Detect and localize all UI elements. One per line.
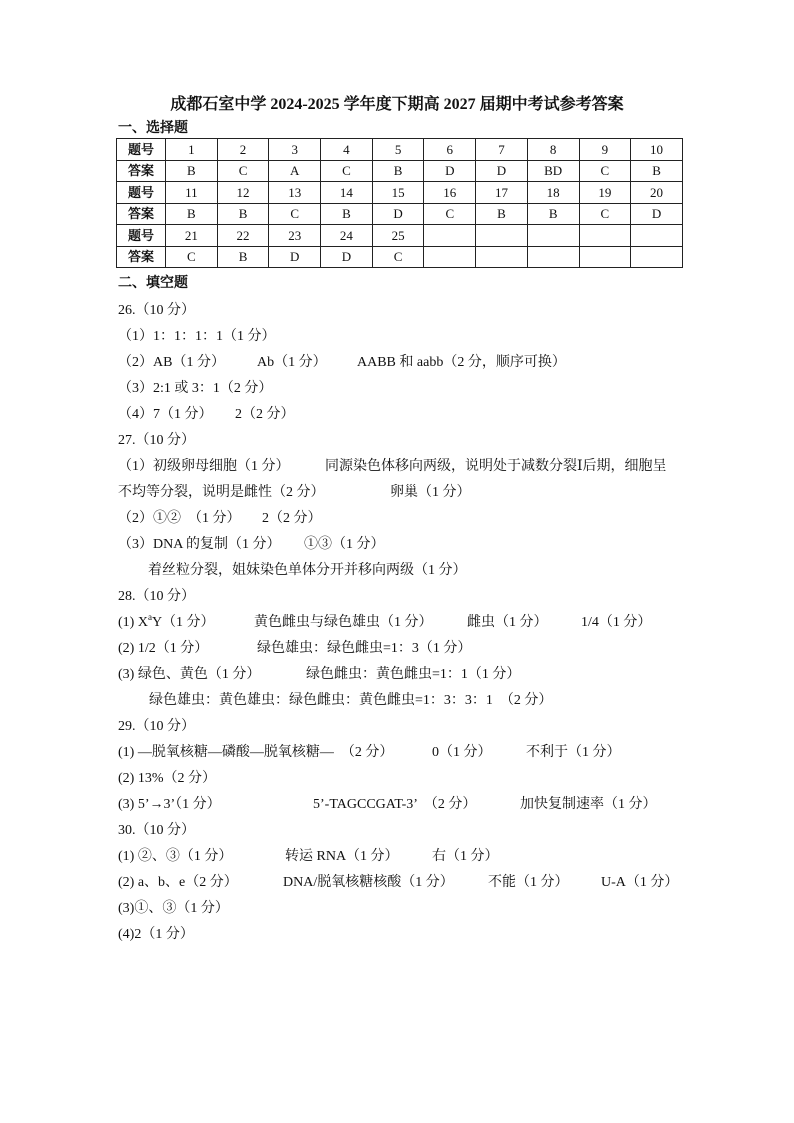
cell-value: 21 — [166, 225, 218, 247]
cell-value: B — [217, 246, 269, 268]
answer-line — [0, 766, 794, 792]
answer-line — [0, 844, 794, 870]
answer-line — [0, 376, 794, 402]
cell-value: BD — [527, 160, 579, 182]
cell-label: 答案 — [117, 160, 166, 182]
choice-answer-table — [116, 138, 683, 268]
answer-segment: (3) 绿色、黄色（1 分） — [118, 667, 261, 682]
cell-value: 23 — [269, 225, 321, 247]
answer-segment: 2（2 分） — [262, 511, 322, 526]
answer-segment: 卵巢（1 分） — [390, 485, 471, 500]
cell-empty — [631, 246, 683, 268]
answer-line — [0, 402, 794, 428]
question-number: 29.（10 分） — [118, 719, 195, 734]
table-row — [117, 246, 683, 268]
answer-line — [0, 558, 794, 584]
cell-empty — [579, 246, 631, 268]
answer-line — [0, 532, 794, 558]
question-30-header — [0, 818, 794, 844]
cell-empty — [527, 225, 579, 247]
cell-value: 18 — [527, 182, 579, 204]
question-26-header — [0, 298, 794, 324]
cell-empty — [476, 246, 528, 268]
answer-line — [0, 662, 794, 688]
answer-segment: 雌虫（1 分） — [467, 615, 548, 630]
answer-line — [0, 324, 794, 350]
answer-segment: 1/4（1 分） — [581, 615, 652, 630]
cell-value: C — [372, 246, 424, 268]
answer-line — [0, 480, 794, 506]
answer-segment-genotype — [118, 610, 215, 636]
cell-value: 6 — [424, 139, 476, 161]
cell-label: 答案 — [117, 203, 166, 225]
answer-line — [0, 636, 794, 662]
cell-empty — [424, 225, 476, 247]
cell-label: 答案 — [117, 246, 166, 268]
answer-segment: 不均等分裂，说明是雌性（2 分） — [118, 485, 325, 500]
answer-segment: 加快复制速率（1 分） — [520, 797, 657, 812]
cell-value: 16 — [424, 182, 476, 204]
cell-value: D — [321, 246, 373, 268]
answer-segment: （4）7（1 分） — [118, 407, 213, 422]
cell-value: B — [631, 160, 683, 182]
answer-segment: 绿色雄虫：黄色雄虫：绿色雌虫：黄色雌虫=1：3：3：1 （2 分） — [149, 693, 553, 708]
question-number: 30.（10 分） — [118, 823, 195, 838]
cell-value: C — [217, 160, 269, 182]
section-heading-choice: 一、选择题 — [118, 121, 188, 136]
genotype-base: (1) X — [118, 615, 148, 630]
cell-value: 7 — [476, 139, 528, 161]
cell-value: 14 — [321, 182, 373, 204]
answer-segment: (2) 13%（2 分） — [118, 771, 216, 786]
cell-label: 题号 — [117, 139, 166, 161]
answer-segment: （2）①② （1 分） — [118, 511, 241, 526]
cell-value: B — [372, 160, 424, 182]
cell-value: D — [631, 203, 683, 225]
cell-value: 13 — [269, 182, 321, 204]
cell-label: 题号 — [117, 182, 166, 204]
answer-segment: DNA/脱氧核糖核酸（1 分） — [283, 875, 454, 890]
answer-segment: AABB 和 aabb（2 分，顺序可换） — [357, 355, 566, 370]
answer-segment: (3) 5’→3’（1 分） — [118, 797, 221, 812]
answer-segment: 5’-TAGCCGAT-3’ （2 分） — [313, 797, 477, 812]
cell-value: B — [166, 203, 218, 225]
cell-value: C — [579, 160, 631, 182]
cell-value: 4 — [321, 139, 373, 161]
fill-answers — [0, 298, 794, 948]
cell-empty — [527, 246, 579, 268]
cell-value: 5 — [372, 139, 424, 161]
answer-segment: （3）2:1 或 3：1（2 分） — [118, 381, 273, 396]
cell-empty — [476, 225, 528, 247]
cell-value: C — [166, 246, 218, 268]
answer-segment: ①③（1 分） — [304, 537, 385, 552]
cell-value: A — [269, 160, 321, 182]
answer-segment: 绿色雌虫：黄色雌虫=1：1（1 分） — [306, 667, 521, 682]
answer-line — [0, 792, 794, 818]
answer-line — [0, 688, 794, 714]
answer-line — [0, 350, 794, 376]
genotype-superscript: a — [147, 612, 152, 622]
section-heading-fill: 二、填空题 — [118, 276, 188, 291]
answer-line — [0, 922, 794, 948]
answer-line — [0, 610, 794, 636]
answer-segment: U-A（1 分） — [601, 875, 679, 890]
cell-value: B — [476, 203, 528, 225]
table-row — [117, 139, 683, 161]
cell-value: D — [372, 203, 424, 225]
answer-line — [0, 740, 794, 766]
answer-segment: （2）AB（1 分） — [118, 355, 225, 370]
cell-value: 11 — [166, 182, 218, 204]
cell-value: B — [217, 203, 269, 225]
cell-label: 题号 — [117, 225, 166, 247]
answer-line — [0, 870, 794, 896]
answer-segment: 0（1 分） — [432, 745, 492, 760]
answer-line — [0, 896, 794, 922]
cell-value: C — [424, 203, 476, 225]
answer-segment: 同源染色体移向两级，说明处于减数分裂Ⅰ后期，细胞呈 — [325, 459, 667, 474]
table-row — [117, 182, 683, 204]
answer-segment: (2) a、b、e（2 分） — [118, 875, 238, 890]
cell-value: B — [166, 160, 218, 182]
cell-value: 22 — [217, 225, 269, 247]
question-number: 27.（10 分） — [118, 433, 195, 448]
cell-empty — [631, 225, 683, 247]
answer-segment: 不利于（1 分） — [526, 745, 621, 760]
cell-value: 10 — [631, 139, 683, 161]
cell-value: B — [321, 203, 373, 225]
cell-value: 12 — [217, 182, 269, 204]
answer-segment: （1）初级卵母细胞（1 分） — [118, 459, 290, 474]
question-number: 26.（10 分） — [118, 303, 195, 318]
answer-segment: (3)①、③（1 分） — [118, 901, 229, 916]
cell-value: C — [579, 203, 631, 225]
answer-segment: 2（2 分） — [235, 407, 295, 422]
cell-empty — [424, 246, 476, 268]
cell-value: C — [321, 160, 373, 182]
question-28-header — [0, 584, 794, 610]
question-29-header — [0, 714, 794, 740]
cell-value: C — [269, 203, 321, 225]
cell-value: 15 — [372, 182, 424, 204]
table-row — [117, 203, 683, 225]
answer-line — [0, 454, 794, 480]
cell-value: 19 — [579, 182, 631, 204]
table-row — [117, 160, 683, 182]
answer-line — [0, 506, 794, 532]
cell-value: B — [527, 203, 579, 225]
cell-value: 9 — [579, 139, 631, 161]
cell-value: 17 — [476, 182, 528, 204]
answer-segment: (1) ②、③（1 分） — [118, 849, 233, 864]
cell-value: D — [476, 160, 528, 182]
answer-segment: (4)2（1 分） — [118, 927, 194, 942]
answer-segment: 绿色雄虫：绿色雌虫=1：3（1 分） — [257, 641, 472, 656]
cell-value: D — [424, 160, 476, 182]
answer-segment: (1) —脱氧核糖—磷酸—脱氧核糖— （2 分） — [118, 745, 394, 760]
answer-segment: 着丝粒分裂，姐妹染色单体分开并移向两级（1 分） — [148, 563, 467, 578]
question-27-header — [0, 428, 794, 454]
answer-segment: 右（1 分） — [432, 849, 499, 864]
cell-value: 25 — [372, 225, 424, 247]
question-number: 28.（10 分） — [118, 589, 195, 604]
answer-segment: 转运 RNA（1 分） — [285, 849, 399, 864]
cell-value: 3 — [269, 139, 321, 161]
cell-empty — [579, 225, 631, 247]
cell-value: 24 — [321, 225, 373, 247]
table-row — [117, 225, 683, 247]
cell-value: 2 — [217, 139, 269, 161]
genotype-tail: Y（1 分） — [151, 615, 215, 630]
cell-value: 8 — [527, 139, 579, 161]
cell-value: D — [269, 246, 321, 268]
answer-segment: 黄色雌虫与绿色雄虫（1 分） — [254, 615, 433, 630]
answer-segment: （3）DNA 的复制（1 分） — [118, 537, 281, 552]
answer-segment: Ab（1 分） — [257, 355, 327, 370]
page-title: 成都石室中学 2024-2025 学年度下期高 2027 届期中考试参考答案 — [170, 96, 624, 113]
answer-segment: 不能（1 分） — [488, 875, 569, 890]
cell-value: 20 — [631, 182, 683, 204]
answer-segment: (2) 1/2（1 分） — [118, 641, 209, 656]
answer-segment: （1）1：1：1：1（1 分） — [118, 329, 276, 344]
cell-value: 1 — [166, 139, 218, 161]
